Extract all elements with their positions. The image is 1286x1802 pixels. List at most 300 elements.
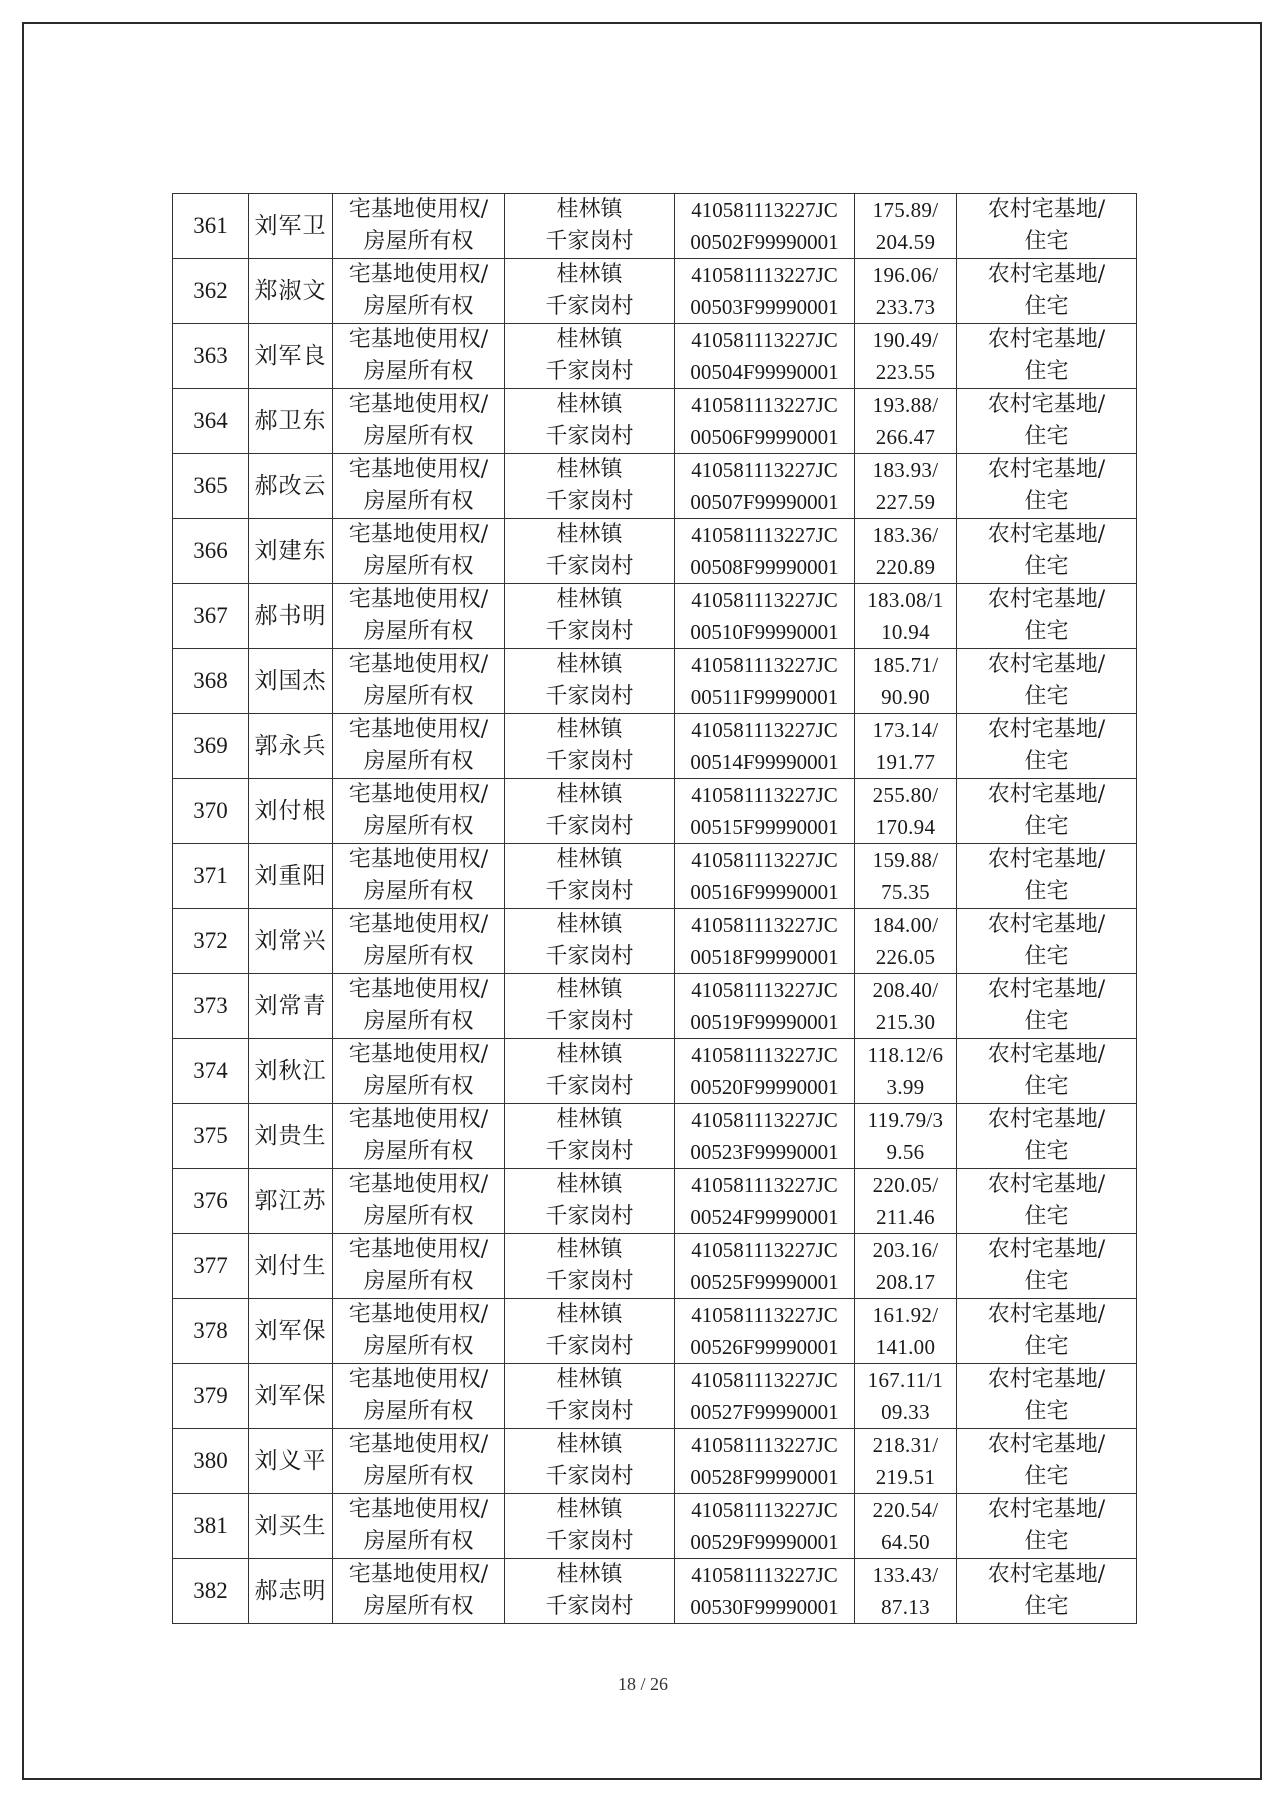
cell-location bbox=[505, 1559, 675, 1624]
cell-land-use-line: 农村宅基地/ bbox=[987, 847, 1106, 872]
cell-area bbox=[855, 974, 957, 1039]
cell-number: 378 bbox=[173, 1299, 249, 1364]
cell-location bbox=[505, 1104, 675, 1169]
cell-land-use bbox=[957, 649, 1137, 714]
cell-land-use-line: 农村宅基地/ bbox=[987, 977, 1106, 1002]
cell-area bbox=[855, 454, 957, 519]
cell-location-line: 桂林镇 bbox=[556, 392, 623, 417]
cell-land-use bbox=[957, 1039, 1137, 1104]
cell-right-type-line: 房屋所有权 bbox=[363, 814, 474, 839]
cell-location bbox=[505, 1429, 675, 1494]
cell-area-line: 183.08/1 bbox=[867, 588, 944, 612]
cell-area-line: 159.88/ bbox=[872, 848, 939, 872]
cell-area bbox=[855, 1429, 957, 1494]
cell-location-line: 桂林镇 bbox=[556, 1497, 623, 1522]
cell-location bbox=[505, 1039, 675, 1104]
cell-unit-code-line: 410581113227JC bbox=[691, 393, 838, 417]
cell-location-line: 桂林镇 bbox=[556, 1432, 623, 1457]
cell-unit-code-line: 00520F99990001 bbox=[690, 1075, 839, 1099]
cell-location-line: 千家岗村 bbox=[545, 1269, 634, 1294]
cell-right-type-line: 宅基地使用权/ bbox=[348, 327, 489, 352]
cell-unit-code-line: 410581113227JC bbox=[691, 1433, 838, 1457]
cell-area-line: 183.93/ bbox=[872, 458, 939, 482]
cell-unit-code bbox=[675, 714, 855, 779]
cell-number: 362 bbox=[173, 259, 249, 324]
table-row bbox=[173, 779, 1137, 844]
cell-right-type-line: 宅基地使用权/ bbox=[348, 912, 489, 937]
registry-table-container bbox=[172, 193, 1136, 1624]
cell-land-use bbox=[957, 389, 1137, 454]
cell-land-use-line: 农村宅基地/ bbox=[987, 782, 1106, 807]
cell-unit-code-line: 410581113227JC bbox=[691, 1043, 838, 1067]
cell-land-use bbox=[957, 1234, 1137, 1299]
cell-land-use-line: 农村宅基地/ bbox=[987, 1042, 1106, 1067]
cell-area-line: 220.89 bbox=[875, 555, 936, 579]
cell-land-use-line: 农村宅基地/ bbox=[987, 197, 1106, 222]
cell-right-type-line: 房屋所有权 bbox=[363, 554, 474, 579]
cell-location-line: 桂林镇 bbox=[556, 1172, 623, 1197]
cell-location-line: 桂林镇 bbox=[556, 327, 623, 352]
cell-land-use-line: 农村宅基地/ bbox=[987, 587, 1106, 612]
cell-right-type-line: 房屋所有权 bbox=[363, 1529, 474, 1554]
cell-right-type-line: 房屋所有权 bbox=[363, 489, 474, 514]
table-row bbox=[173, 324, 1137, 389]
cell-unit-code-line: 410581113227JC bbox=[691, 1498, 838, 1522]
cell-area bbox=[855, 584, 957, 649]
cell-unit-code bbox=[675, 1429, 855, 1494]
cell-right-type-line: 房屋所有权 bbox=[363, 294, 474, 319]
cell-land-use-line: 农村宅基地/ bbox=[987, 912, 1106, 937]
cell-right-type-line: 宅基地使用权/ bbox=[348, 522, 489, 547]
cell-area bbox=[855, 909, 957, 974]
cell-land-use-line: 农村宅基地/ bbox=[987, 1237, 1106, 1262]
cell-number: 372 bbox=[173, 909, 249, 974]
cell-unit-code bbox=[675, 1559, 855, 1624]
cell-area-line: 193.88/ bbox=[872, 393, 939, 417]
cell-location bbox=[505, 779, 675, 844]
cell-land-use-line: 农村宅基地/ bbox=[987, 1497, 1106, 1522]
cell-right-type-line: 房屋所有权 bbox=[363, 229, 474, 254]
cell-area-line: 204.59 bbox=[875, 230, 936, 254]
cell-number: 381 bbox=[173, 1494, 249, 1559]
cell-land-use-line: 住宅 bbox=[1024, 1269, 1069, 1294]
table-row bbox=[173, 1299, 1137, 1364]
cell-land-use bbox=[957, 974, 1137, 1039]
cell-number: 380 bbox=[173, 1429, 249, 1494]
cell-unit-code-line: 410581113227JC bbox=[691, 848, 838, 872]
cell-unit-code-line: 00529F99990001 bbox=[690, 1530, 839, 1554]
cell-area-line: 219.51 bbox=[875, 1465, 936, 1489]
cell-owner-name: 刘付根 bbox=[249, 779, 333, 844]
cell-right-type-line: 宅基地使用权/ bbox=[348, 262, 489, 287]
cell-location-line: 千家岗村 bbox=[545, 1334, 634, 1359]
cell-land-use-line: 农村宅基地/ bbox=[987, 1432, 1106, 1457]
cell-land-use-line: 住宅 bbox=[1024, 619, 1069, 644]
cell-land-use bbox=[957, 454, 1137, 519]
cell-area-line: 226.05 bbox=[875, 945, 936, 969]
cell-owner-name: 刘军保 bbox=[249, 1299, 333, 1364]
cell-location-line: 千家岗村 bbox=[545, 1594, 634, 1619]
cell-area-line: 208.40/ bbox=[872, 978, 939, 1002]
cell-location-line: 千家岗村 bbox=[545, 619, 634, 644]
cell-right-type-line: 房屋所有权 bbox=[363, 944, 474, 969]
cell-number: 361 bbox=[173, 194, 249, 259]
cell-land-use-line: 住宅 bbox=[1024, 1529, 1069, 1554]
cell-owner-name: 刘秋江 bbox=[249, 1039, 333, 1104]
table-row bbox=[173, 259, 1137, 324]
cell-unit-code bbox=[675, 259, 855, 324]
cell-number: 366 bbox=[173, 519, 249, 584]
cell-location bbox=[505, 454, 675, 519]
cell-land-use bbox=[957, 714, 1137, 779]
cell-location-line: 千家岗村 bbox=[545, 1464, 634, 1489]
table-row bbox=[173, 454, 1137, 519]
cell-location bbox=[505, 1169, 675, 1234]
cell-unit-code bbox=[675, 1364, 855, 1429]
cell-land-use-line: 住宅 bbox=[1024, 1009, 1069, 1034]
cell-land-use-line: 住宅 bbox=[1024, 749, 1069, 774]
cell-number: 364 bbox=[173, 389, 249, 454]
cell-location-line: 千家岗村 bbox=[545, 424, 634, 449]
table-row bbox=[173, 1364, 1137, 1429]
cell-right-type-line: 房屋所有权 bbox=[363, 1139, 474, 1164]
cell-land-use-line: 住宅 bbox=[1024, 1334, 1069, 1359]
cell-land-use-line: 住宅 bbox=[1024, 489, 1069, 514]
cell-unit-code-line: 410581113227JC bbox=[691, 588, 838, 612]
cell-land-use-line: 住宅 bbox=[1024, 294, 1069, 319]
cell-unit-code bbox=[675, 324, 855, 389]
cell-unit-code bbox=[675, 519, 855, 584]
cell-unit-code-line: 00504F99990001 bbox=[690, 360, 839, 384]
cell-location-line: 千家岗村 bbox=[545, 1204, 634, 1229]
cell-location-line: 桂林镇 bbox=[556, 197, 623, 222]
cell-location-line: 桂林镇 bbox=[556, 1107, 623, 1132]
cell-right-type-line: 房屋所有权 bbox=[363, 1334, 474, 1359]
table-row bbox=[173, 1494, 1137, 1559]
cell-right-type-line: 房屋所有权 bbox=[363, 1074, 474, 1099]
cell-location bbox=[505, 259, 675, 324]
cell-land-use-line: 农村宅基地/ bbox=[987, 457, 1106, 482]
cell-unit-code-line: 00519F99990001 bbox=[690, 1010, 839, 1034]
cell-number: 368 bbox=[173, 649, 249, 714]
cell-unit-code-line: 00526F99990001 bbox=[690, 1335, 839, 1359]
cell-area bbox=[855, 779, 957, 844]
cell-land-use-line: 住宅 bbox=[1024, 229, 1069, 254]
table-row bbox=[173, 1039, 1137, 1104]
cell-area-line: 10.94 bbox=[881, 620, 930, 644]
cell-unit-code-line: 410581113227JC bbox=[691, 263, 838, 287]
cell-unit-code-line: 410581113227JC bbox=[691, 913, 838, 937]
cell-location-line: 千家岗村 bbox=[545, 489, 634, 514]
cell-owner-name: 刘军良 bbox=[249, 324, 333, 389]
cell-land-use-line: 住宅 bbox=[1024, 359, 1069, 384]
cell-land-use bbox=[957, 1364, 1137, 1429]
cell-location-line: 桂林镇 bbox=[556, 717, 623, 742]
cell-area-line: 191.77 bbox=[875, 750, 936, 774]
cell-location bbox=[505, 714, 675, 779]
cell-land-use-line: 农村宅基地/ bbox=[987, 522, 1106, 547]
cell-land-use-line: 农村宅基地/ bbox=[987, 1172, 1106, 1197]
cell-area bbox=[855, 1039, 957, 1104]
cell-area-line: 218.31/ bbox=[872, 1433, 939, 1457]
cell-land-use bbox=[957, 324, 1137, 389]
cell-right-type-line: 宅基地使用权/ bbox=[348, 847, 489, 872]
cell-right-type bbox=[333, 519, 505, 584]
cell-area bbox=[855, 1104, 957, 1169]
cell-right-type bbox=[333, 1429, 505, 1494]
cell-location-line: 桂林镇 bbox=[556, 457, 623, 482]
cell-area bbox=[855, 519, 957, 584]
cell-location bbox=[505, 324, 675, 389]
cell-land-use-line: 住宅 bbox=[1024, 1399, 1069, 1424]
cell-location-line: 千家岗村 bbox=[545, 1399, 634, 1424]
cell-land-use bbox=[957, 194, 1137, 259]
cell-right-type bbox=[333, 259, 505, 324]
cell-area-line: 3.99 bbox=[886, 1075, 925, 1099]
cell-area bbox=[855, 194, 957, 259]
cell-area bbox=[855, 1234, 957, 1299]
cell-right-type bbox=[333, 1559, 505, 1624]
cell-area-line: 170.94 bbox=[875, 815, 936, 839]
cell-right-type bbox=[333, 714, 505, 779]
cell-right-type bbox=[333, 1039, 505, 1104]
cell-number: 375 bbox=[173, 1104, 249, 1169]
cell-area-line: 227.59 bbox=[875, 490, 936, 514]
cell-land-use-line: 农村宅基地/ bbox=[987, 1302, 1106, 1327]
cell-land-use-line: 农村宅基地/ bbox=[987, 262, 1106, 287]
cell-right-type-line: 房屋所有权 bbox=[363, 749, 474, 774]
cell-land-use-line: 住宅 bbox=[1024, 814, 1069, 839]
cell-number: 370 bbox=[173, 779, 249, 844]
cell-right-type-line: 房屋所有权 bbox=[363, 1464, 474, 1489]
cell-location bbox=[505, 909, 675, 974]
cell-location-line: 千家岗村 bbox=[545, 684, 634, 709]
cell-area-line: 190.49/ bbox=[872, 328, 939, 352]
cell-owner-name: 郭江苏 bbox=[249, 1169, 333, 1234]
table-row bbox=[173, 649, 1137, 714]
cell-land-use bbox=[957, 1494, 1137, 1559]
table-row bbox=[173, 909, 1137, 974]
cell-area-line: 75.35 bbox=[881, 880, 930, 904]
cell-owner-name: 郭永兵 bbox=[249, 714, 333, 779]
cell-unit-code-line: 410581113227JC bbox=[691, 653, 838, 677]
cell-land-use-line: 住宅 bbox=[1024, 879, 1069, 904]
cell-area-line: 167.11/1 bbox=[867, 1368, 944, 1392]
cell-land-use-line: 住宅 bbox=[1024, 424, 1069, 449]
cell-unit-code-line: 00528F99990001 bbox=[690, 1465, 839, 1489]
cell-land-use-line: 住宅 bbox=[1024, 684, 1069, 709]
cell-owner-name: 郝书明 bbox=[249, 584, 333, 649]
cell-unit-code-line: 00507F99990001 bbox=[690, 490, 839, 514]
cell-land-use bbox=[957, 844, 1137, 909]
cell-area bbox=[855, 714, 957, 779]
cell-owner-name: 刘贵生 bbox=[249, 1104, 333, 1169]
cell-location-line: 桂林镇 bbox=[556, 1302, 623, 1327]
cell-owner-name: 刘常兴 bbox=[249, 909, 333, 974]
cell-location bbox=[505, 974, 675, 1039]
cell-right-type bbox=[333, 1169, 505, 1234]
cell-location-line: 千家岗村 bbox=[545, 294, 634, 319]
cell-right-type bbox=[333, 779, 505, 844]
cell-unit-code bbox=[675, 1494, 855, 1559]
cell-right-type-line: 宅基地使用权/ bbox=[348, 392, 489, 417]
cell-location-line: 桂林镇 bbox=[556, 587, 623, 612]
cell-owner-name: 刘军卫 bbox=[249, 194, 333, 259]
cell-area-line: 175.89/ bbox=[872, 198, 939, 222]
cell-unit-code bbox=[675, 389, 855, 454]
table-row bbox=[173, 584, 1137, 649]
cell-right-type bbox=[333, 1234, 505, 1299]
cell-location-line: 千家岗村 bbox=[545, 944, 634, 969]
cell-land-use bbox=[957, 259, 1137, 324]
cell-right-type-line: 宅基地使用权/ bbox=[348, 1302, 489, 1327]
cell-area-line: 9.56 bbox=[886, 1140, 925, 1164]
cell-location bbox=[505, 1299, 675, 1364]
cell-area-line: 233.73 bbox=[875, 295, 936, 319]
cell-unit-code bbox=[675, 844, 855, 909]
cell-right-type-line: 房屋所有权 bbox=[363, 359, 474, 384]
cell-land-use-line: 农村宅基地/ bbox=[987, 1367, 1106, 1392]
cell-land-use-line: 住宅 bbox=[1024, 1594, 1069, 1619]
cell-unit-code bbox=[675, 1299, 855, 1364]
cell-right-type-line: 宅基地使用权/ bbox=[348, 457, 489, 482]
cell-right-type-line: 宅基地使用权/ bbox=[348, 782, 489, 807]
cell-area-line: 133.43/ bbox=[872, 1563, 939, 1587]
cell-area-line: 161.92/ bbox=[872, 1303, 939, 1327]
cell-unit-code-line: 410581113227JC bbox=[691, 1368, 838, 1392]
cell-location-line: 桂林镇 bbox=[556, 652, 623, 677]
cell-right-type-line: 宅基地使用权/ bbox=[348, 652, 489, 677]
cell-owner-name: 刘买生 bbox=[249, 1494, 333, 1559]
cell-unit-code-line: 00516F99990001 bbox=[690, 880, 839, 904]
cell-number: 376 bbox=[173, 1169, 249, 1234]
cell-area-line: 09.33 bbox=[881, 1400, 930, 1424]
cell-right-type-line: 宅基地使用权/ bbox=[348, 1107, 489, 1132]
cell-number: 374 bbox=[173, 1039, 249, 1104]
cell-right-type-line: 房屋所有权 bbox=[363, 424, 474, 449]
cell-land-use bbox=[957, 1299, 1137, 1364]
cell-unit-code-line: 410581113227JC bbox=[691, 328, 838, 352]
cell-area-line: 173.14/ bbox=[872, 718, 939, 742]
cell-land-use-line: 住宅 bbox=[1024, 554, 1069, 579]
registry-table-body bbox=[173, 194, 1137, 1624]
cell-area bbox=[855, 1494, 957, 1559]
cell-location-line: 桂林镇 bbox=[556, 1367, 623, 1392]
cell-right-type-line: 宅基地使用权/ bbox=[348, 1237, 489, 1262]
cell-land-use bbox=[957, 779, 1137, 844]
cell-location bbox=[505, 389, 675, 454]
cell-area-line: 118.12/6 bbox=[867, 1043, 944, 1067]
cell-number: 371 bbox=[173, 844, 249, 909]
cell-unit-code-line: 410581113227JC bbox=[691, 1238, 838, 1262]
cell-owner-name: 郝改云 bbox=[249, 454, 333, 519]
cell-unit-code-line: 410581113227JC bbox=[691, 1173, 838, 1197]
cell-area-line: 90.90 bbox=[881, 685, 930, 709]
table-row bbox=[173, 844, 1137, 909]
cell-land-use-line: 住宅 bbox=[1024, 1139, 1069, 1164]
cell-unit-code-line: 00525F99990001 bbox=[690, 1270, 839, 1294]
cell-right-type bbox=[333, 389, 505, 454]
cell-location-line: 千家岗村 bbox=[545, 229, 634, 254]
cell-number: 363 bbox=[173, 324, 249, 389]
cell-unit-code bbox=[675, 584, 855, 649]
cell-location-line: 千家岗村 bbox=[545, 879, 634, 904]
cell-unit-code bbox=[675, 909, 855, 974]
cell-right-type bbox=[333, 649, 505, 714]
cell-location bbox=[505, 584, 675, 649]
cell-owner-name: 刘国杰 bbox=[249, 649, 333, 714]
cell-right-type-line: 房屋所有权 bbox=[363, 684, 474, 709]
cell-right-type-line: 宅基地使用权/ bbox=[348, 197, 489, 222]
cell-unit-code-line: 410581113227JC bbox=[691, 718, 838, 742]
cell-unit-code-line: 00518F99990001 bbox=[690, 945, 839, 969]
cell-location-line: 千家岗村 bbox=[545, 1074, 634, 1099]
cell-unit-code-line: 410581113227JC bbox=[691, 523, 838, 547]
cell-land-use-line: 住宅 bbox=[1024, 944, 1069, 969]
cell-area-line: 203.16/ bbox=[872, 1238, 939, 1262]
cell-unit-code bbox=[675, 779, 855, 844]
cell-right-type bbox=[333, 1299, 505, 1364]
cell-right-type-line: 房屋所有权 bbox=[363, 879, 474, 904]
cell-unit-code-line: 410581113227JC bbox=[691, 783, 838, 807]
cell-right-type-line: 宅基地使用权/ bbox=[348, 1172, 489, 1197]
cell-right-type-line: 宅基地使用权/ bbox=[348, 717, 489, 742]
cell-owner-name: 刘义平 bbox=[249, 1429, 333, 1494]
cell-number: 379 bbox=[173, 1364, 249, 1429]
cell-right-type bbox=[333, 454, 505, 519]
cell-location-line: 千家岗村 bbox=[545, 749, 634, 774]
cell-right-type-line: 宅基地使用权/ bbox=[348, 1497, 489, 1522]
table-row bbox=[173, 1429, 1137, 1494]
cell-area-line: 87.13 bbox=[881, 1595, 930, 1619]
cell-right-type-line: 宅基地使用权/ bbox=[348, 1562, 489, 1587]
cell-right-type-line: 房屋所有权 bbox=[363, 1399, 474, 1424]
cell-location-line: 桂林镇 bbox=[556, 912, 623, 937]
registry-table bbox=[172, 193, 1137, 1624]
cell-location bbox=[505, 519, 675, 584]
cell-area bbox=[855, 1169, 957, 1234]
cell-area-line: 266.47 bbox=[875, 425, 936, 449]
cell-location bbox=[505, 194, 675, 259]
cell-location-line: 桂林镇 bbox=[556, 1237, 623, 1262]
cell-right-type bbox=[333, 324, 505, 389]
page-number: 18 / 26 bbox=[617, 1674, 668, 1694]
cell-right-type bbox=[333, 1104, 505, 1169]
table-row bbox=[173, 974, 1137, 1039]
cell-number: 369 bbox=[173, 714, 249, 779]
cell-area-line: 215.30 bbox=[875, 1010, 936, 1034]
cell-land-use-line: 住宅 bbox=[1024, 1464, 1069, 1489]
cell-area-line: 220.54/ bbox=[872, 1498, 939, 1522]
cell-unit-code bbox=[675, 454, 855, 519]
cell-area-line: 196.06/ bbox=[872, 263, 939, 287]
cell-owner-name: 刘建东 bbox=[249, 519, 333, 584]
cell-location bbox=[505, 844, 675, 909]
cell-location-line: 千家岗村 bbox=[545, 1529, 634, 1554]
cell-location-line: 千家岗村 bbox=[545, 359, 634, 384]
cell-unit-code-line: 00514F99990001 bbox=[690, 750, 839, 774]
cell-right-type-line: 宅基地使用权/ bbox=[348, 1042, 489, 1067]
cell-land-use bbox=[957, 1429, 1137, 1494]
cell-location-line: 千家岗村 bbox=[545, 554, 634, 579]
cell-area-line: 223.55 bbox=[875, 360, 936, 384]
cell-land-use-line: 农村宅基地/ bbox=[987, 717, 1106, 742]
cell-right-type-line: 宅基地使用权/ bbox=[348, 587, 489, 612]
cell-unit-code bbox=[675, 1039, 855, 1104]
cell-area bbox=[855, 1364, 957, 1429]
cell-right-type-line: 房屋所有权 bbox=[363, 619, 474, 644]
cell-owner-name: 刘付生 bbox=[249, 1234, 333, 1299]
